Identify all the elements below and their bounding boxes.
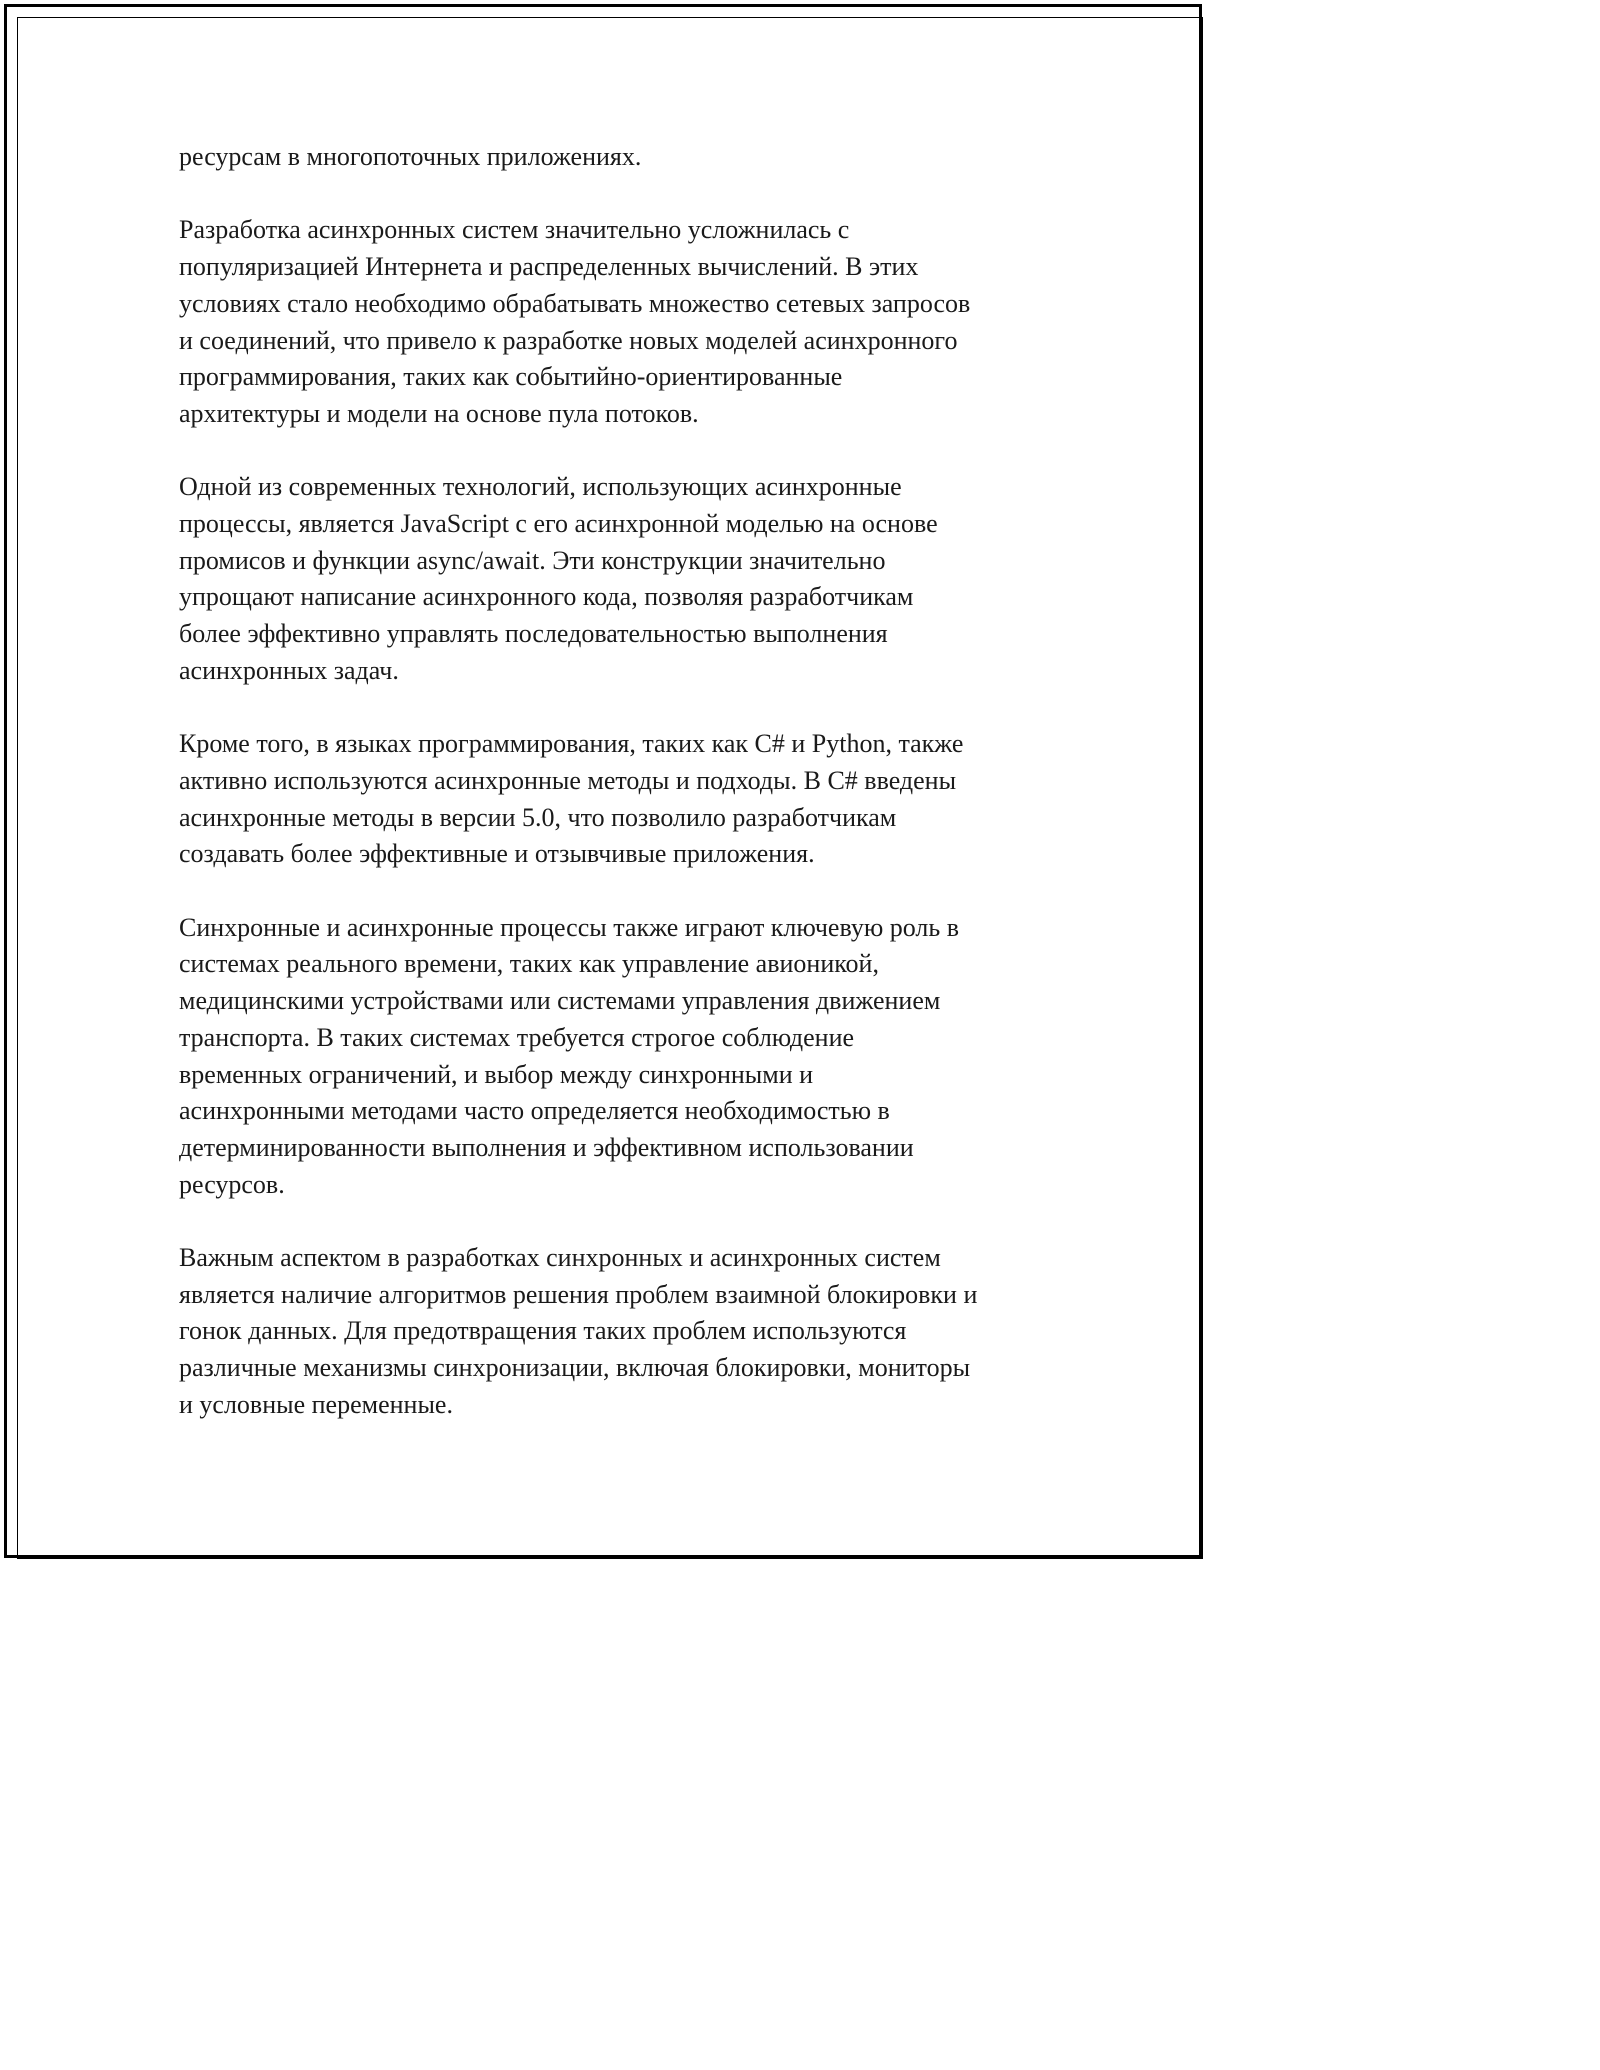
paragraph-4: Кроме того, в языках программирования, таких как C# и Python, также активно используются асинхронные методы и подходы. В C# введены асинхронные методы в версии 5.0, что позволило разработчикам создавать более эффективные и отзывчивые приложения.: [179, 729, 964, 869]
paragraph-2: Разработка асинхронных систем значительно усложнилась с популяризацией Интернета и распределенных вычислений. В этих условиях стало необходимо обрабатывать множество сетевых запросов и соединений, что привело к разработке новых моделей асинхронного программирования, таких как событийно-ориентированные архитектуры и модели на основе пула потоков.: [179, 215, 971, 428]
paragraph-6: Важным аспектом в разработках синхронных и асинхронных систем является наличие алгоритмов решения проблем взаимной блокировки и гонок данных. Для предотвращения таких проблем используются различные механизмы синхронизации, включая блокировки, мониторы и условные переменные.: [179, 1243, 978, 1419]
paragraph-1: ресурсам в многопоточных приложениях.: [179, 142, 642, 171]
document-body: [179, 139, 1049, 1424]
paragraph-3: Одной из современных технологий, использующих асинхронные процессы, является JavaScript с его асинхронной моделью на основе промисов и функции async/await. Эти конструкции значительно упрощают написание асинхронного кода, позволяя разработчикам более эффективно управлять последовательностью выполнения асинхронных задач.: [179, 472, 938, 685]
paragraph-5: Синхронные и асинхронные процессы также играют ключевую роль в системах реального времени, таких как управление авионикой, медицинскими устройствами или системами управления движением транспорта. В таких системах требуется строгое соблюдение временных ограничений, и выбор между синхронными и асинхронными методами часто определяется необходимостью в детерминированности выполнения и эффективном использовании ресурсов.: [179, 912, 960, 1199]
